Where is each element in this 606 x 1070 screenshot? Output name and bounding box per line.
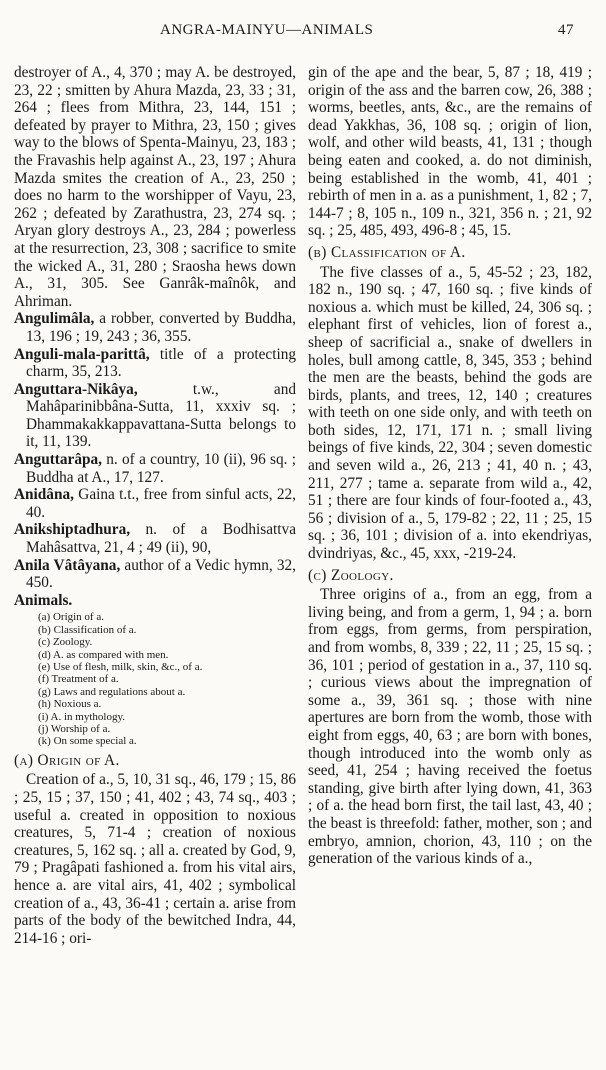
entry-text: author of a Vedic hymn, 32, 450. — [26, 556, 296, 592]
outline-item: (e) Use of flesh, milk, skin, &c., of a. — [38, 661, 203, 674]
entry-term: Animals. — [14, 591, 73, 609]
outline-item: (c) Zoology. — [38, 636, 93, 649]
section-heading-classification: (b) Classification of A. — [308, 243, 466, 261]
index-entry-anidana — [14, 486, 296, 521]
outline-item: (a) Origin of a. — [38, 611, 104, 624]
index-entry-angulimala — [14, 310, 296, 345]
entry-text: a robber, converted by Buddha, 13, 196 ; 19, 243 ; 36, 355. — [26, 310, 296, 345]
section-text-classification: The five classes of a., 5, 45-52 ; 23, 182, 182 n., 190 sq. ; 47, 160 sq. ; five kinds of noxious a. which must be killed, 24, 306 sq. ; elephant first of vehicles, lion of forest a., sheep of sacrificial a., snake of dwellers in holes, bull among cattle, 8, 345, 353 ; behind the men are the beasts, behind the gods are birds, plants, and trees, 12, 140 ; creatures with teeth on one side only, and with teeth on both sides, 12, 171, 171 n. ; small living beings of five kinds, 22, 304 ; seven domestic and seven wild a., 26, 213 ; 41, 40 n. ; 43, 211, 277 ; tame a. separate from wild a., 42, 51 ; there are four kinds of four-footed a., 43, 56 ; division of a., 5, 179-82 ; 22, 11 ; 25, 15 sq. ; 36, 101 ; division of a. into ekendriyas, dvindriyas, &c., 45, xxx, -219-24. — [308, 263, 592, 563]
section-text-origin: Creation of a., 5, 10, 31 sq., 46, 179 ; 15, 86 ; 25, 15 ; 37, 150 ; 41, 402 ; 43, 74 sq., 403 ; useful a. created in opposition to noxious creatures, 5, 71-4 ; creation of noxious creatures, 5, 162 sq. ; all a. created by God, 9, 79 ; Pragâpati fashioned a. from his vital airs, hence a. are vital airs, 41, 402 ; symbolical creation of a., 43, 36-41 ; certain a. arise from parts of the body of the bewitched Indra, 44, 214-16 ; ori- — [14, 771, 296, 947]
section-heading-origin: (a) Origin of A. — [14, 751, 120, 769]
left-column — [14, 64, 296, 947]
section-heading-zoology: (c) Zoology. — [308, 566, 394, 584]
entry-term: Angulimâla, — [14, 310, 95, 328]
entry-text: Gaina t.t., free from sinful acts, 22, 40. — [26, 486, 296, 521]
entry-text: title of a protecting charm, 35, 213. — [26, 345, 296, 381]
entry-term: Anguli-mala-parittâ, — [14, 345, 150, 363]
entry-text: t.w., and Mahâparinibbâna-Sutta, 11, xxxiv sq. ; Dhammakakkappavattana-Sutta belongs to it, 11, 139. — [26, 380, 296, 451]
outline-item: (h) Noxious a. — [38, 698, 102, 711]
outline-item: (g) Laws and regulations about a. — [38, 685, 186, 698]
entry-term: Anguttarâpa, — [14, 451, 102, 469]
index-entry-anguttara-nikaya — [14, 381, 296, 451]
right-column — [308, 64, 592, 868]
page-number: 47 — [558, 22, 574, 38]
continued-entry-text: destroyer of A., 4, 370 ; may A. be destroyed, 23, 22 ; smitten by Ahura Mazda, 23, 33 ; 31, 264 ; flees from Mithra, 23, 144, 151 ; defeated by prayer to Mithra, 23, 150 ; gives way to the blows of Spenta-Mainyu, 23, 183 ; the Fravashis help against A., 23, 197 ; Ahura Mazda smites the creation of A., 23, 250 ; does no harm to the worshipper of Vayu, 23, 262 ; defeated by Zarathustra, 23, 274 sq. ; Aryan glory destroys A., 23, 284 ; powerless at the resurrection, 23, 308 ; sacrifice to smite the wicked A., 31, 280 ; Sraosha hews down A., 31, 305. See Ganrâk-maînôk, and Ahriman. — [14, 64, 296, 310]
outline-item: (d) A. as compared with men. — [38, 648, 169, 661]
continued-section-text: gin of the ape and the bear, 5, 87 ; 18, 419 ; origin of the ass and the barren cow, 26, 388 ; worms, beetles, ants, &c., are the remains of dead Yakkhas, 36, 108 sq. ; origin of lion, wolf, and other wild beasts, 41, 131 ; though being eaten and cooked, a. do not diminish, being established in the womb, 41, 401 ; rebirth of men in a. as a punishment, 1, 82 ; 7, 144-7 ; 8, 105 n., 109 n., 321, 356 n. ; 21, 92 sq. ; 25, 485, 493, 496-8 ; 45, 15. — [308, 64, 592, 240]
outline-item: (f) Treatment of a. — [38, 673, 119, 686]
animals-subtopic-outline — [14, 611, 296, 747]
outline-item: (i) A. in mythology. — [38, 710, 125, 723]
entry-term: Anidâna, — [14, 486, 74, 504]
index-entry-anikshiptadhura — [14, 521, 296, 556]
outline-item: (j) Worship of a. — [38, 723, 111, 736]
running-title: ANGRA-MAINYU—ANIMALS — [160, 22, 374, 38]
index-entry-anguttarapa — [14, 451, 296, 486]
entry-term: Anguttara-Nikâya, — [14, 380, 138, 398]
index-entry-anila-vatayana — [14, 557, 296, 592]
index-entry-anguli-mala-paritta — [14, 346, 296, 381]
entry-text: n. of a Bodhisattva Mahâsattva, 21, 4 ; 49 (ii), 90, — [26, 521, 296, 557]
outline-item: (b) Classification of a. — [38, 623, 137, 636]
section-text-zoology: Three origins of a., from an egg, from a living being, and from a germ, 1, 94 ; a. born from eggs, from germs, from perspiration, and from wombs, 8, 339 ; 22, 11 ; 25, 15 sq. ; 36, 101 ; period of gestation in a., 37, 110 sq. ; curious views about the impregnation of some a., 39, 361 sq. ; those with nine apertures are born from the womb, those with eight from eggs, 40, 63 ; are born with bones, though introduced into the womb only as seed, 41, 254 ; having received the foetus standing, give birth after lying down, 41, 363 ; of a. the head born first, the tail last, 43, 40 ; the beast is threefold: father, mother, son ; and embryo, amnion, chorion, 43, 110 ; on the generation of the various kinds of a., — [308, 586, 592, 868]
entry-term: Anikshiptadhura, — [14, 521, 131, 539]
index-entry-animals — [14, 592, 296, 610]
outline-item: (k) On some special a. — [38, 735, 137, 748]
entry-term: Anila Vâtâyana, — [14, 556, 121, 574]
entry-text: n. of a country, 10 (ii), 96 sq. ; Buddha at A., 17, 127. — [26, 451, 296, 486]
